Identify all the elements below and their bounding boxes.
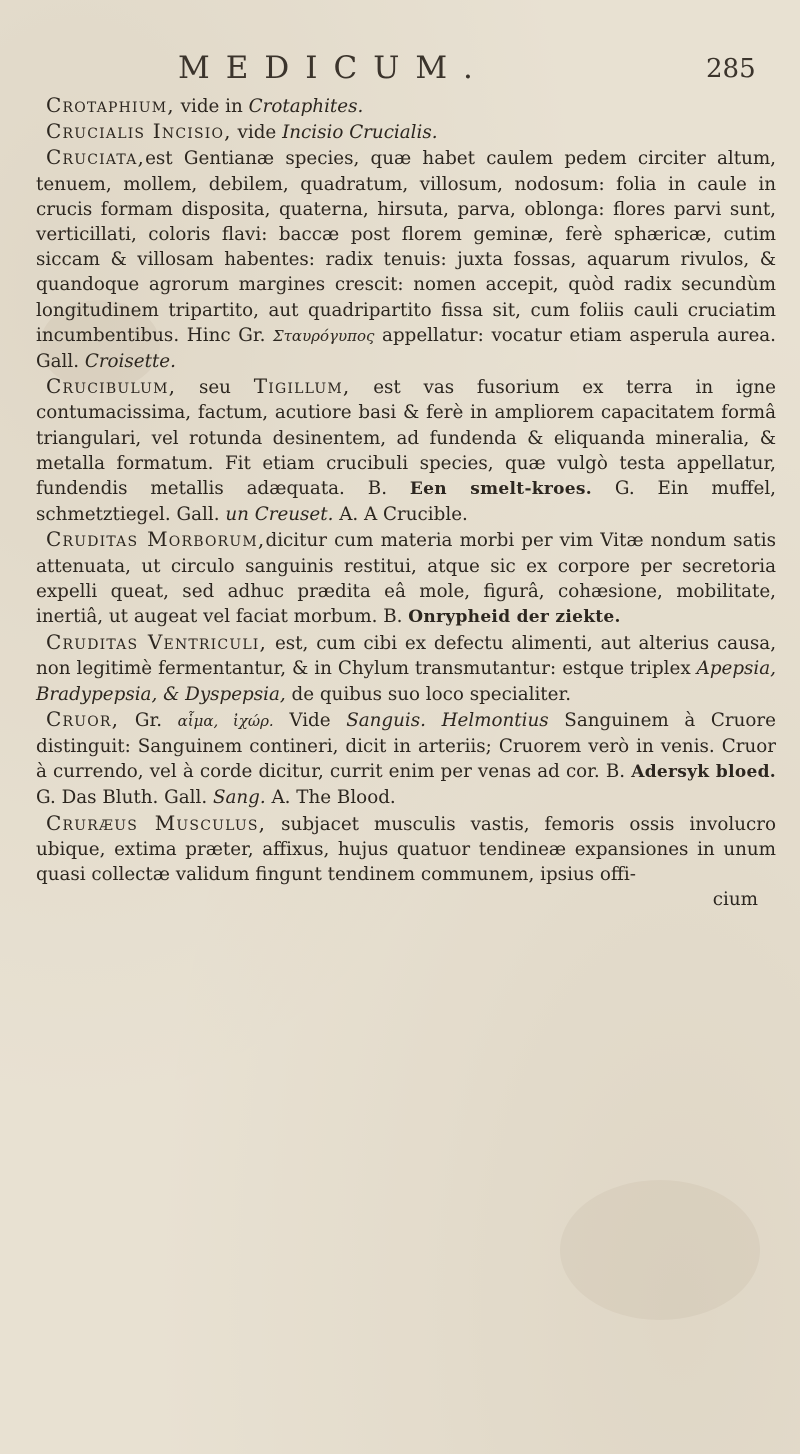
headword: Crucibulum, (46, 374, 177, 399)
entry-text: Vide (273, 709, 347, 731)
entry-text: Gr. (119, 709, 178, 731)
italic-text: Apepsia, Bradypepsia, & Dyspepsia, (36, 658, 776, 705)
fraktur-text: Onrypheid der ziekte. (408, 607, 621, 628)
headword: Cruditas Morborum, (46, 527, 266, 552)
entry-text: seu (176, 377, 254, 399)
dictionary-entry (36, 811, 776, 888)
fraktur-text: Een smelt-kroes. (409, 479, 592, 500)
dictionary-entry (36, 119, 776, 145)
entry-text: est Gentianæ species, quæ habet caulem pedem circiter altum, tenuem, mollem, debilem, quadratum, villosum, nodosum: folia in caule in crucis formam disposita, quaterna, hirsuta, parva, oblonga: flores parvi sunt, verticillati, coloris flavi: baccæ post florem geminæ, ferè sphæricæ, cutim siccam & villosam habentes: radix tenuis: juxta fossas, aquarum rivulos, & quandoque agrorum margines crescit: nomen accepit, quòd radix secundùm longitudinem tripartito, aut quadripartito fissa sit, cum foliis cauli cruciatim incumbentibus. Hinc Gr. (36, 148, 776, 346)
entry-text: Sanguinem à Cruore distinguit: Sanguinem contineri, dicit in arteriis; Cruorem verò in venis. Cruor à currendo, vel à corde dicitur, currit enim per venas ad cor. B. (36, 709, 776, 783)
entry-text: de quibus suo loco specialiter. (285, 683, 572, 705)
dictionary-entry (36, 374, 776, 527)
headword: Crotaphium, (46, 93, 175, 117)
dictionary-entry (36, 707, 776, 811)
page-number: 285 (706, 54, 756, 84)
entry-text: est vas fusorium ex terra in igne contumacissima, factum, acutiore basi & ferè in ampliorem capacitatem formâ triangulari, vel rotunda desinentem, ad fundenda & eliquanda mineralia, & metalla formatum. Fit etiam crucibuli species, quæ vulgò testa appellatur, fundendis metallis adæquata. B. (36, 377, 776, 500)
entry-text: G. Ein muffel, schmetztiegel. Gall. (36, 478, 776, 526)
entry-text: dicitur cum materia morbi per vim Vitæ nondum satis attenuata, ut circulo sanguinis restitui, atque sic ex corpore per secretoria expelli queat, sed adhuc prædita eâ mole, figurâ, cohæsione, mobilitate, inertiâ, ut augeat vel faciat morbum. B. (36, 530, 777, 628)
italic-text: Croisette. (84, 351, 176, 373)
dictionary-entry (36, 527, 776, 630)
entry-text: A. A Crucible. (333, 504, 468, 526)
running-title: MEDICUM. (178, 50, 489, 86)
headword: Crucialis Incisio, (46, 119, 232, 144)
dictionary-entry (36, 630, 776, 707)
italic-text: Sanguis. Helmontius (346, 709, 549, 731)
italic-text: un Creuset. (225, 504, 334, 526)
headword: Cruræus Musculus, (46, 810, 267, 835)
entry-text: est, cum cibi ex defectu alimenti, aut alterius causa, non legitimè fermentantur, & in Chylum transmutantur: estque triplex (36, 633, 777, 680)
entry-text: vide in (174, 96, 249, 117)
greek-text: αἷμα, ἰχώρ. (177, 711, 274, 730)
headword: Cruciata, (46, 145, 146, 170)
dictionary-entry (36, 145, 776, 374)
headword: Cruditas Ventriculi, (46, 630, 268, 655)
greek-text: Σταυρόγυπος (273, 326, 375, 345)
entry-text: subjacet musculis vastis, femoris ossis involucro ubique, extima præter, affixus, hujus quatuor tendineæ expansiones in unum quasi collectæ validum fingunt tendinem communem, ipsius offi- (36, 813, 776, 886)
headword: Cruor, (46, 706, 120, 731)
dictionary-column (36, 93, 776, 913)
entry-text: A. The Blood. (265, 787, 396, 809)
entry-text: vide (231, 122, 283, 144)
fraktur-text: Adersyk bloed. (631, 762, 777, 783)
catchword: cium (712, 889, 758, 911)
italic-text: Incisio Crucialis. (282, 122, 438, 144)
paper-stain (560, 1180, 760, 1320)
italic-text: Sang. (212, 787, 266, 809)
italic-text: Crotaphites. (248, 96, 364, 117)
entry-text: G. Das Bluth. Gall. (36, 787, 213, 809)
page-header (0, 48, 800, 98)
entry-text: appellatur: vocatur etiam asperula aurea. Gall. (36, 324, 776, 373)
headword: Tigillum, (253, 374, 351, 399)
dictionary-entry (36, 93, 776, 119)
